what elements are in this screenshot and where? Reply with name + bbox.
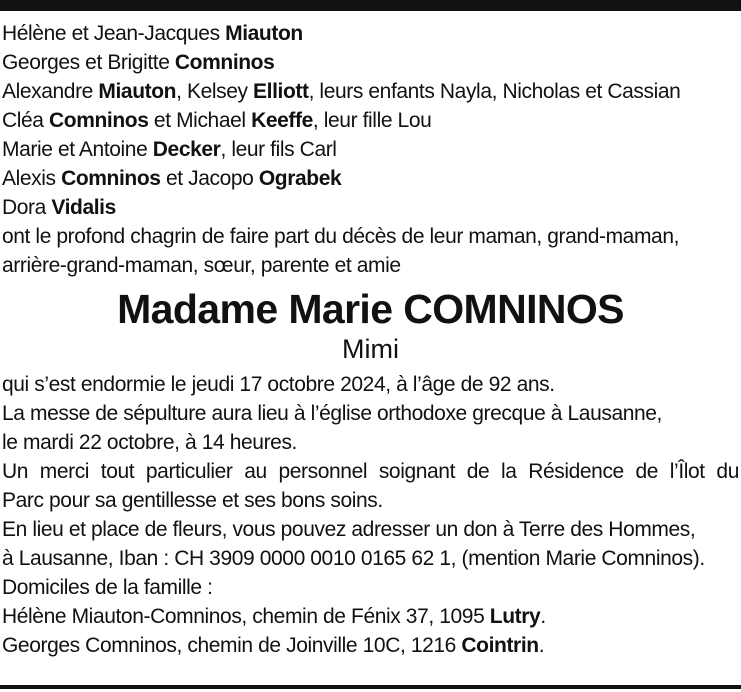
detail-text: En lieu et place de fleurs, vous pouvez adresser un don à Terre des Hommes, [2,518,696,541]
family-line: Hélène et Jean-Jacques Miauton [2,22,303,45]
address-line: Georges Comninos, chemin de Joinville 10C, 1216 Cointrin. [2,634,545,657]
family-line: Cléa Comninos et Michael Keeffe, leur fille Lou [2,109,432,132]
family-line: Georges et Brigitte Comninos [2,51,275,74]
detail-text: La messe de sépulture aura lieu à l’église orthodoxe grecque à Lausanne, [2,402,662,425]
top-border-rule [0,0,741,11]
bottom-border-rule [0,685,741,689]
family-line: Alexis Comninos et Jacopo Ograbek [2,167,342,190]
deceased-nickname: Mimi [342,334,399,364]
deceased-name: Madame Marie COMNINOS [117,286,624,332]
family-line: Dora Vidalis [2,196,116,219]
detail-text: Domiciles de la famille : [2,576,213,599]
detail-text: le mardi 22 octobre, à 14 heures. [2,431,297,454]
detail-text: Parc pour sa gentillesse et ses bons soins. [2,489,383,512]
detail-text: Un merci tout particulier au personnel soignant de la Résidence de l’Îlot du [2,460,739,483]
address-line: Hélène Miauton-Comninos, chemin de Fénix 37, 1095 Lutry. [2,605,546,628]
intro-text: ont le profond chagrin de faire part du décès de leur maman, grand-maman, [2,225,680,248]
detail-text: qui s’est endormie le jeudi 17 octobre 2024, à l’âge de 92 ans. [2,373,555,396]
family-line: Alexandre Miauton, Kelsey Elliott, leurs enfants Nayla, Nicholas et Cassian [2,80,681,103]
family-line: Marie et Antoine Decker, leur fils Carl [2,138,337,161]
obituary-notice [2,19,739,660]
intro-text: arrière-grand-maman, sœur, parente et amie [2,254,401,277]
detail-text: à Lausanne, Iban : CH 3909 0000 0010 0165 62 1, (mention Marie Comninos). [2,547,705,570]
